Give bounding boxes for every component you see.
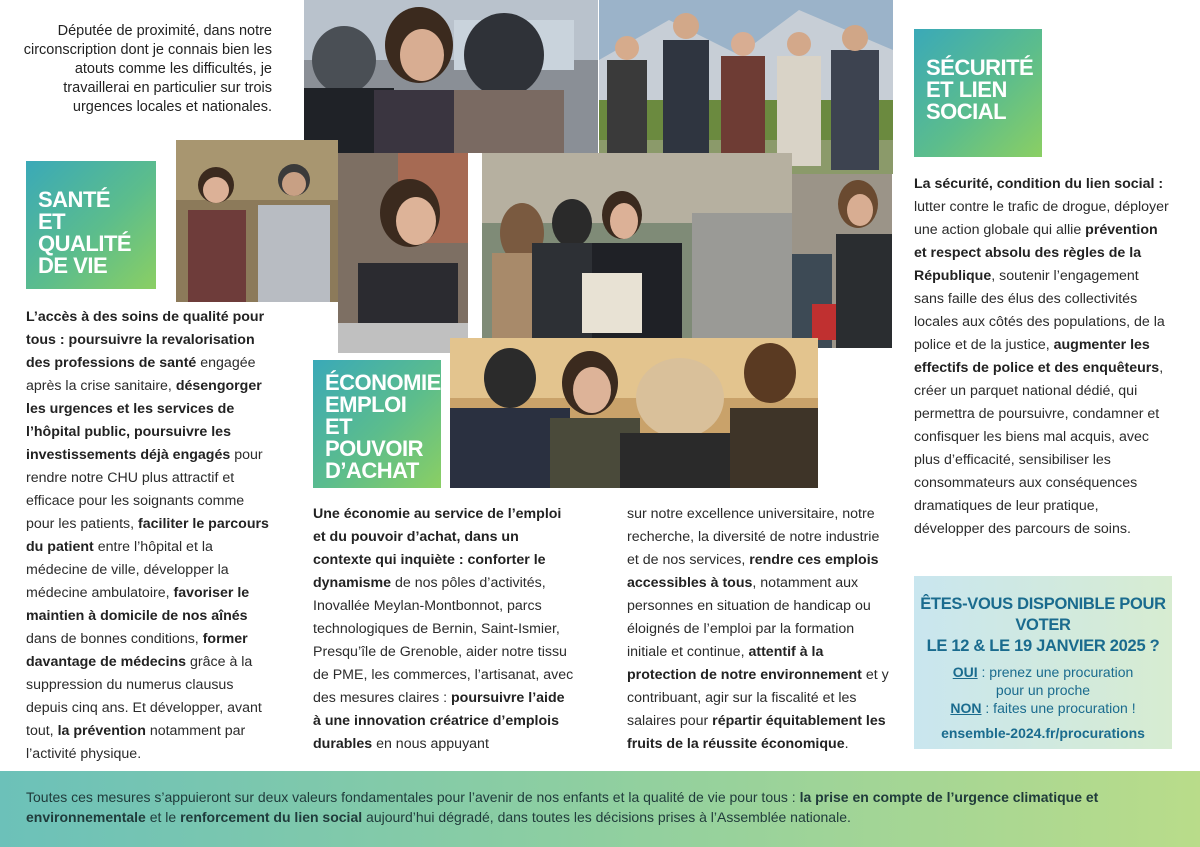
sante-p4-bold: favoriser le maintien à domicile de nos aînés: [26, 585, 250, 624]
securite-s1: lutter contre le trafic de drogue, déployer une action globale qui allie: [914, 199, 1169, 238]
sante-p6: notamment par l’activité physique.: [26, 723, 246, 762]
callout-oui-text2: pour un proche: [995, 682, 1091, 698]
economie-d1: sur notre excellence universitaire, notre recherche, la diversité de notre industrie et de nos services,: [627, 506, 880, 568]
callout-oui-label: OUI: [952, 664, 978, 680]
badge-economie-line2: EMPLOI ET: [325, 392, 407, 439]
sante-p1-bold: L’accès à des soins de qualité pour tous : poursuivre la revalorisation des professions de santé: [26, 309, 265, 371]
badge-sante: [26, 161, 156, 289]
economie-c2-bold: poursuivre l’aide à une innovation créatrice d’emplois durables: [313, 690, 565, 752]
economie-d3: et y contribuant, agir sur la fiscalité et les salaires pour: [627, 667, 889, 729]
badge-securite-line2: ET LIEN: [926, 77, 1007, 102]
badge-securite-line1: SÉCURITÉ: [926, 55, 1034, 80]
footer-f1: Toutes ces mesures s’appuieront sur deux valeurs fondamentales pour l’avenir de nos enfants et la qualité de vie pour tous :: [26, 789, 800, 805]
economie-body-col1: [313, 503, 575, 756]
badge-sante-line1: SANTÉ: [38, 187, 111, 212]
economie-d4-bold: répartir équitablement les fruits de la réussite économique: [627, 713, 886, 752]
sante-p3-bold: faciliter le parcours du patient: [26, 516, 269, 555]
callout-question-line2: LE 12 & LE 19 JANVIER 2025 ?: [926, 637, 1160, 655]
sante-p2-bold: désengorger les urgences et les services de l’hôpital public, poursuivre les investissements déjà engagés: [26, 378, 262, 463]
securite-s3-bold: augmenter les effectifs de police et des enquêteurs: [914, 337, 1160, 376]
photo-two-people-bench: [176, 140, 338, 302]
economie-d2: , notamment aux personnes en situation de handicap ou éloignés de l’emploi par la formation initiale et continue,: [627, 575, 871, 660]
procuration-callout: [914, 576, 1172, 749]
economie-d2-bold: rendre ces emplois accessibles à tous: [627, 552, 879, 591]
sante-p2: pour rendre notre CHU plus attractif et efficace pour les soignants comme pour les patients,: [26, 447, 263, 532]
photo-woman-flyer: [792, 174, 892, 348]
footer-f4-bold: renforcement du lien social: [180, 809, 363, 825]
sante-p3: entre l’hôpital et la médecine de ville, développer la médecine ambulatoire,: [26, 539, 229, 601]
callout-question-line1: ÊTES-VOUS DISPONIBLE POUR VOTER: [920, 595, 1166, 634]
photo-autumn-conversation: [450, 338, 818, 488]
footer-f3: et le: [145, 809, 181, 825]
sante-p6-bold: la prévention: [57, 723, 146, 739]
callout-question: [914, 594, 1172, 657]
callout-non-label: NON: [950, 700, 982, 716]
badge-securite: [914, 29, 1042, 157]
photo-street-conversation: [304, 0, 598, 153]
badge-economie-line4: D’ACHAT: [325, 458, 419, 483]
badge-economie-line3: POUVOIR: [325, 436, 423, 461]
sante-p5: grâce à la suppression du numerus clausus depuis cinq ans. Et développer, avant tout,: [26, 654, 262, 739]
securite-s2: , soutenir l’engagement sans faille des élus des collectivités locales aux côtés des populations, de la police et de la justice,: [914, 268, 1165, 353]
sante-body: [26, 306, 276, 766]
callout-oui: [914, 663, 1172, 717]
callout-non-text: : faites une procuration !: [981, 700, 1136, 716]
procuration-link[interactable]: ensemble-2024.fr/procurations: [941, 725, 1145, 741]
economie-d4: .: [844, 736, 849, 752]
photo-group-mountains: [599, 0, 893, 174]
photo-woman-smiling: [338, 153, 468, 353]
economie-body-col2: [627, 503, 889, 756]
intro-text: Députée de proximité, dans notre circonscription dont je connais bien les atouts comme les difficultés, je travaillerai en particulier sur trois urgences locales et nationales.: [23, 23, 272, 115]
badge-sante-line2: ET QUALITÉ: [38, 209, 132, 256]
sante-p4: dans de bonnes conditions,: [26, 631, 203, 647]
economie-d3-bold: attentif à la protection de notre environnement: [627, 644, 862, 683]
badge-securite-line3: SOCIAL: [926, 99, 1007, 124]
badge-economie: [313, 360, 447, 488]
securite-body: [914, 173, 1172, 541]
securite-s3: , créer un parquet national dédié, qui permettra de poursuivre, condamner et confisquer les biens mal acquis, avec plus d’efficacité, sensibiliser les consommateurs aux conséquences dramatiques de leur pratique, développer des parcours de soins.: [914, 360, 1164, 537]
photo-street-group: [482, 153, 792, 338]
sante-p1: engagée après la crise sanitaire,: [26, 355, 256, 394]
economie-c2: en nous appuyant: [372, 736, 489, 752]
footer-band: [0, 771, 1200, 847]
economie-c1: de nos pôles d’activités, Inovallée Meylan-Montbonnot, parcs technologiques de Bernin, Saint-Ismier, Presqu’île de Grenoble, aider notre tissu de PME, les commerces, l’artisanat, avec des mesures claires :: [313, 575, 574, 706]
footer-f5: aujourd’hui dégradé, dans toutes les décisions prises à l’Assemblée nationale.: [362, 809, 851, 825]
badge-sante-line3: DE VIE: [38, 253, 108, 278]
securite-s1-bold: La sécurité, condition du lien social :: [914, 176, 1164, 192]
economie-c1-bold: Une économie au service de l’emploi et du pouvoir d’achat, dans un contexte qui inquiète : conforter le dynamisme: [313, 506, 562, 591]
securite-s2-bold: prévention et respect absolu des règles de la République: [914, 222, 1158, 284]
sante-p5-bold: former davantage de médecins: [26, 631, 248, 670]
footer-f2-bold: la prise en compte de l’urgence climatique et environnementale: [26, 789, 1099, 825]
callout-oui-text: : prenez une procuration: [977, 664, 1134, 680]
badge-economie-line1: ÉCONOMIE,: [325, 370, 447, 395]
